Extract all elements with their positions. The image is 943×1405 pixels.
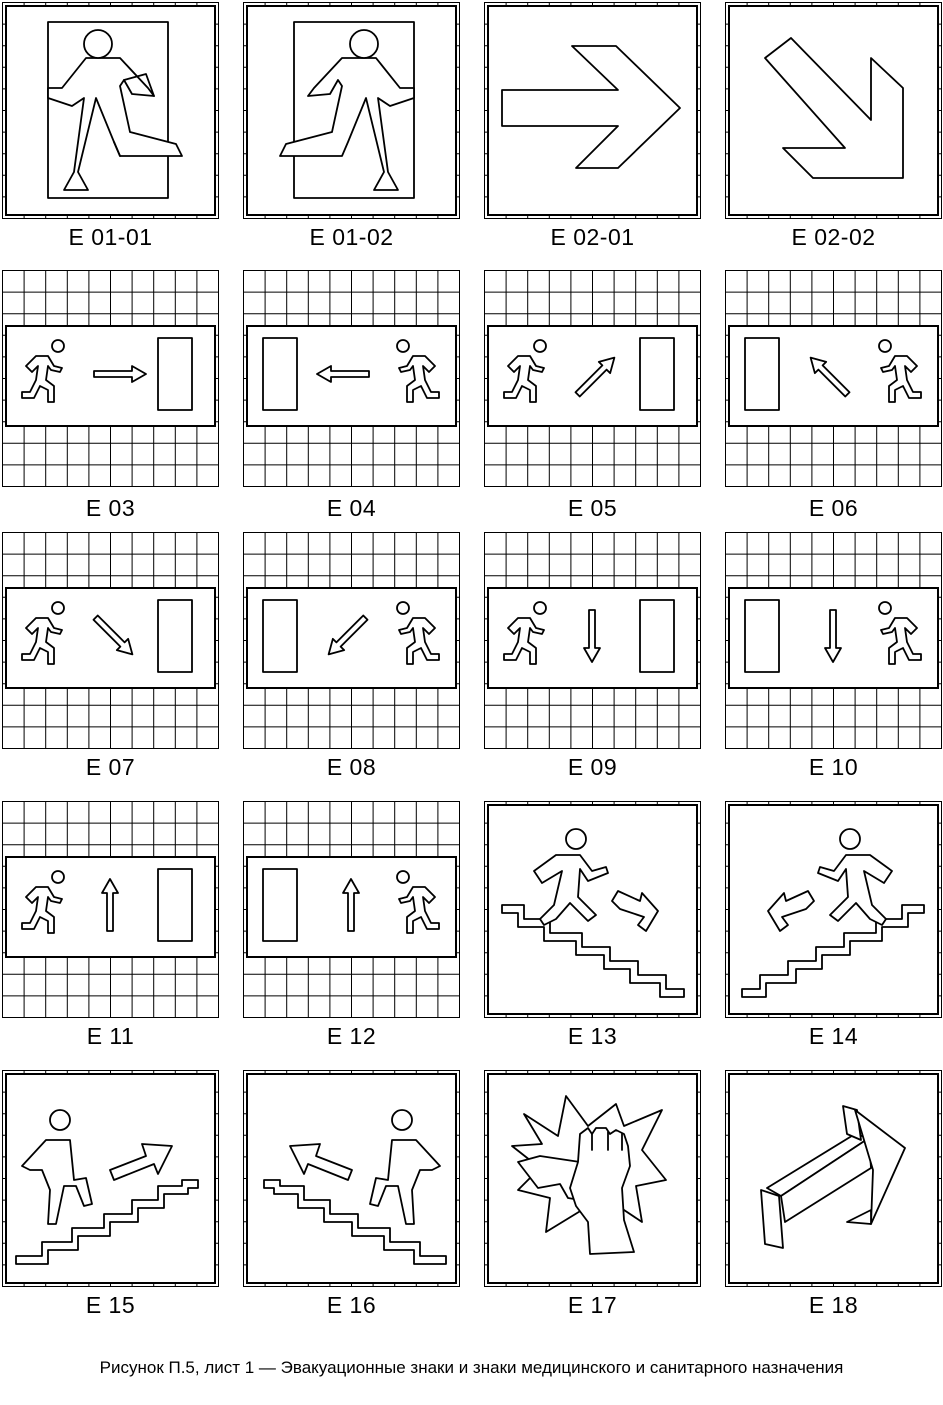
door-shape — [158, 869, 192, 941]
sign-code: E 12 — [326, 1023, 377, 1049]
exit-up-right-icon — [484, 270, 701, 487]
exit-down-right-icon — [2, 532, 219, 749]
sign-code: E 03 — [85, 495, 136, 521]
running-man-door-icon — [243, 2, 460, 219]
direction-3d-arrow-icon — [725, 1070, 942, 1287]
sign-code: E 10 — [808, 754, 859, 780]
figure-caption: Рисунок П.5, лист 1 — Эвакуационные знаки и знаки медицинского и санитарного назначения — [99, 1358, 844, 1377]
door-shape — [158, 600, 192, 672]
sign-code: E 17 — [567, 1292, 618, 1318]
exit-down-left-icon — [243, 532, 460, 749]
door-shape — [263, 338, 297, 410]
stairs-up-icon — [243, 1070, 460, 1287]
sign-code: E 16 — [326, 1292, 377, 1318]
sign-code: E 18 — [808, 1292, 859, 1318]
exit-straight-icon — [2, 801, 219, 1018]
exit-down-icon — [484, 532, 701, 749]
hand-press-icon — [484, 1070, 701, 1287]
sign-code: E 04 — [326, 495, 377, 521]
sign-code: E 02-02 — [791, 224, 876, 250]
sign-code: E 01-01 — [68, 224, 153, 250]
sign-code: E 02-01 — [550, 224, 635, 250]
running-man-door-icon — [2, 2, 219, 219]
door-shape — [640, 338, 674, 410]
stairs-down-icon — [725, 801, 942, 1018]
sign-code: E 05 — [567, 495, 618, 521]
sign-code: E 01-02 — [309, 224, 394, 250]
sign-code: E 07 — [85, 754, 136, 780]
sign-code: E 14 — [808, 1023, 859, 1049]
door-shape — [263, 600, 297, 672]
exit-down-icon — [725, 532, 942, 749]
door-shape — [745, 338, 779, 410]
door-shape — [745, 600, 779, 672]
arrow-down-right-icon — [725, 2, 942, 219]
sign-code: E 15 — [85, 1292, 136, 1318]
door-shape — [640, 600, 674, 672]
sign-code: E 09 — [567, 754, 618, 780]
arrow-right-icon — [484, 2, 701, 219]
stairs-up-icon — [2, 1070, 219, 1287]
exit-up-left-icon — [725, 270, 942, 487]
sign-code: E 08 — [326, 754, 377, 780]
exit-left-icon — [243, 270, 460, 487]
sign-code: E 13 — [567, 1023, 618, 1049]
exit-right-icon — [2, 270, 219, 487]
door-shape — [158, 338, 192, 410]
sign-code: E 06 — [808, 495, 859, 521]
exit-straight-icon — [243, 801, 460, 1018]
stairs-down-icon — [484, 801, 701, 1018]
door-shape — [263, 869, 297, 941]
sign-code: E 11 — [86, 1023, 135, 1049]
